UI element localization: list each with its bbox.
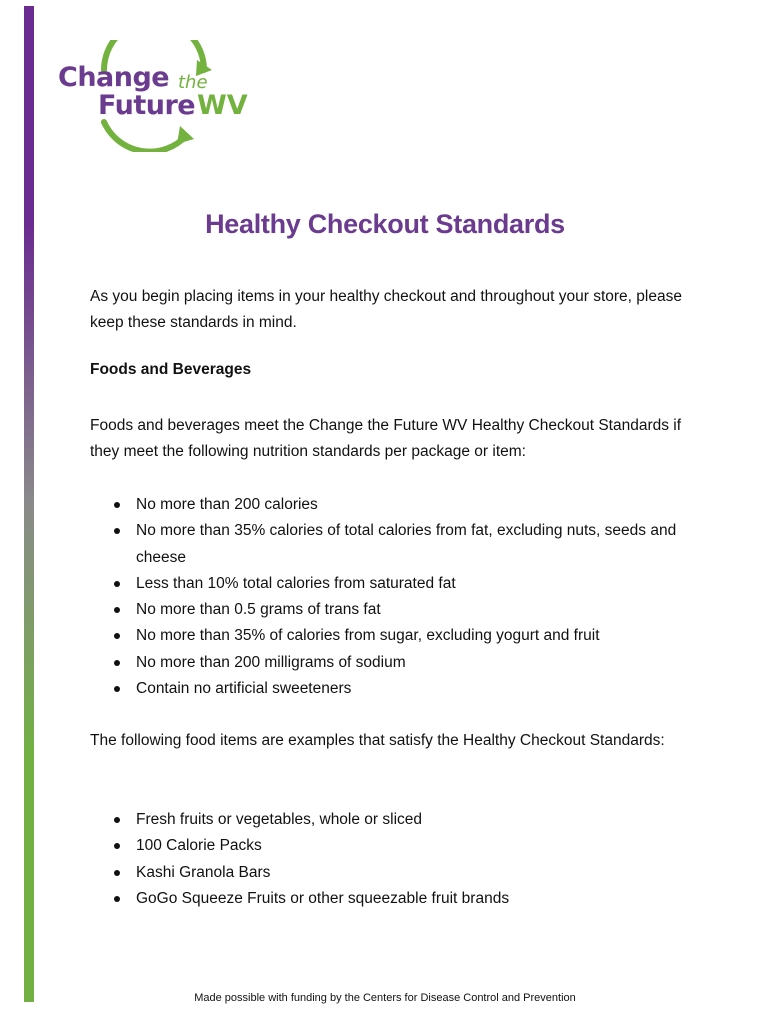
change-the-future-wv-logo: [56, 40, 256, 152]
logo-word-future: Future: [98, 90, 196, 121]
side-accent-bar: [24, 6, 34, 1002]
list-item: Kashi Granola Bars: [90, 860, 690, 886]
list-item: 100 Calorie Packs: [90, 833, 690, 859]
list-item: No more than 200 milligrams of sodium: [90, 650, 690, 676]
list-item: Contain no artificial sweeteners: [90, 676, 690, 702]
logo-word-change: Change: [58, 62, 170, 93]
intro-paragraph: As you begin placing items in your healthy checkout and throughout your store, please keep these standards in mind.: [90, 288, 682, 331]
list-item: No more than 35% of calories from sugar, excluding yogurt and fruit: [90, 623, 690, 649]
footer-funding-note: Made possible with funding by the Centers for Disease Control and Prevention: [194, 992, 576, 1004]
list-item: GoGo Squeeze Fruits or other squeezable fruit brands: [90, 886, 690, 912]
list-item: No more than 35% calories of total calories from fat, excluding nuts, seeds and cheese: [90, 518, 690, 571]
logo-word-wv: WV: [197, 90, 248, 121]
page-title: Healthy Checkout Standards: [205, 209, 565, 239]
list-item: No more than 200 calories: [90, 492, 690, 518]
examples-list: [90, 807, 690, 912]
standards-list: [90, 492, 690, 702]
examples-paragraph: The following food items are examples that satisfy the Healthy Checkout Standards:: [90, 732, 665, 749]
logo-word-the: the: [178, 72, 208, 93]
section-heading: Foods and Beverages: [90, 361, 252, 378]
list-item: No more than 0.5 grams of trans fat: [90, 597, 690, 623]
foods-paragraph: Foods and beverages meet the Change the Future WV Healthy Checkout Standards if they meet the following nutrition standards per package or item:: [90, 417, 682, 460]
list-item: Less than 10% total calories from saturated fat: [90, 571, 690, 597]
list-item: Fresh fruits or vegetables, whole or sliced: [90, 807, 690, 833]
